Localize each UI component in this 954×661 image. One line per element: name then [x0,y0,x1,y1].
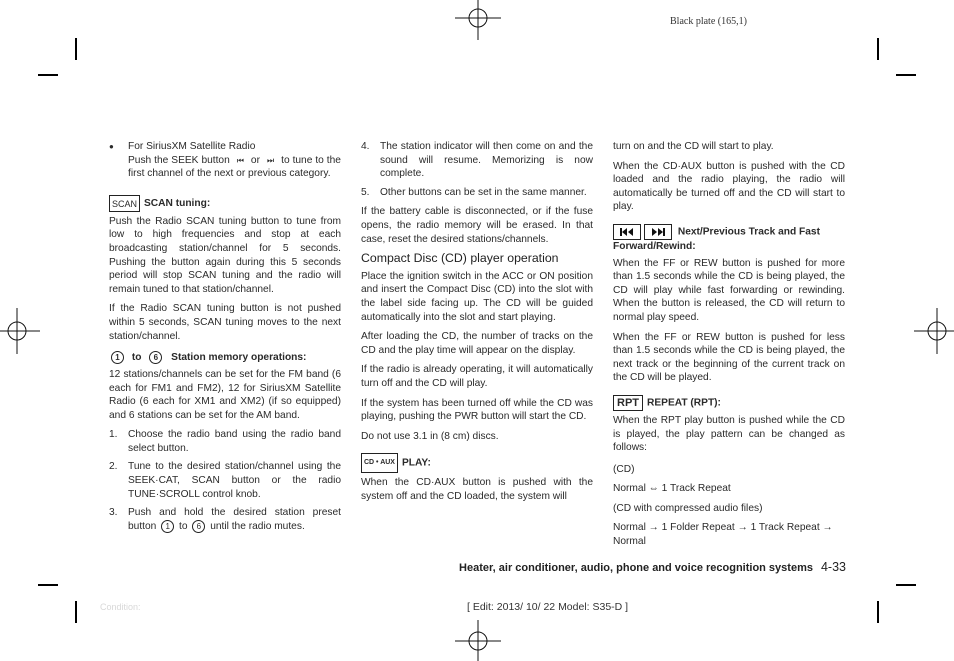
play-heading: CD • AUX PLAY: [361,453,593,473]
seek-back-icon: ⏮ [236,155,244,165]
crop-mark [75,601,77,623]
list-item: 4. The station indicator will then come on and the sound will resume. Memorizing is now complete. [361,141,593,180]
track-heading: Next/Previous Track and Fast Forward/Rewind: [613,224,845,254]
page-footer [459,560,846,574]
cd-paragraph-3: If the radio is already operating, it will automatically turn off and the CD will play. [361,364,593,389]
cd-paragraph-2: After loading the CD, the number of tracks on the CD and the play time will appear on the display. [361,331,593,356]
plate-label: Black plate (165,1) [670,16,747,27]
seek-paragraph: Push the SEEK button ⏮ or ⏭ to tune to the first channel of the next or previous category. [128,154,341,180]
memory-steps-continued [361,140,593,199]
bullet-item [109,140,341,187]
cd-section-heading: Compact Disc (CD) player operation [361,251,559,266]
list-item: 2. Tune to the desired station/channel using the SEEK·CAT, SCAN button or the radio TUNE·SCROLL control knob. [109,461,341,500]
crop-mark [75,38,77,60]
repeat-heading: RPT REPEAT (RPT): [613,395,845,411]
list-item: 5. Other buttons can be set in the same manner. [361,186,587,198]
preset-6-icon: 6 [192,520,205,533]
crop-mark [38,584,58,586]
crop-mark [896,584,916,586]
crop-mark [896,74,916,76]
play-paragraph-continued: turn on and the CD will start to play. [613,141,774,152]
registration-mark-top [455,0,501,40]
previous-track-icon [613,224,641,240]
preset-1-icon: 1 [161,520,174,533]
page-number: 4-33 [820,560,846,574]
track-paragraph-1: When the FF or REW button is pushed for more than 1.5 seconds while the CD is being played, the CD will play while fast forwarding or rewinding. When the button is released, the CD will return to normal play speed. [613,257,845,323]
preset-1-icon: 1 [111,351,124,364]
play-paragraph: When the CD·AUX button is pushed with the system off and the CD loaded, the system will [361,477,593,502]
cd-aux-button-icon: CD • AUX [361,453,398,473]
column-2 [361,140,593,509]
memory-heading: 1 to 6 Station memory operations: [109,351,341,365]
condition-label: Condition: [100,602,141,612]
scan-paragraph-2: If the Radio SCAN tuning button is not pushed within 5 seconds, SCAN tuning moves to the next station/channel. [109,303,341,342]
bullet-heading: For SiriusXM Satellite Radio [128,141,256,152]
crop-mark [877,38,879,60]
crop-mark [877,601,879,623]
column-3 [613,140,845,555]
cd-label: (CD) [613,463,635,475]
cd-aux-paragraph: When the CD·AUX button is pushed with the CD loaded and the radio playing, the radio will automatically be turned off and the CD will start to play. [613,160,845,213]
list-item: 3. Push and hold the desired station preset button 1 to 6 until the radio mutes. [109,507,341,533]
battery-paragraph: If the battery cable is disconnected, or if the fuse opens, the radio memory will be erased. In that case, reset the desired stations/channels. [361,206,593,245]
scan-button-icon: SCAN [109,195,140,212]
crop-mark [38,74,58,76]
section-title: Heater, air conditioner, audio, phone and voice recognition systems [459,562,813,574]
bullet-icon: ● [109,142,114,151]
compressed-repeat-sequence: Normal → 1 Folder Repeat → 1 Track Repeat → Normal [613,522,833,548]
memory-paragraph: 12 stations/channels can be set for the FM band (6 each for FM1 and FM2), 12 for SiriusXM Satellite Radio (6 each for XM1 and XM2) (if so equipped) and 6 stations can be set for the AM band. [109,368,341,421]
column-1 [109,140,341,540]
registration-mark-bottom [455,620,501,661]
edit-info: [ Edit: 2013/ 10/ 22 Model: S35-D ] [467,601,629,613]
cd-repeat-sequence: Normal ⇔ 1 Track Repeat [613,483,731,495]
cd-paragraph-4: If the system has been turned off while the CD was playing, pushing the PWR button will start the CD. [361,397,593,423]
scan-paragraph-1: Push the Radio SCAN tuning button to tune from low to high frequencies and stop at each broadcasting station/channel for 5 seconds. Pushing the button again during this 5 seconds period will stop SCAN tuning and the radio will remain tuned to that station/channel. [109,215,341,295]
compressed-label: (CD with compressed audio files) [613,502,763,514]
preset-6-icon: 6 [149,351,162,364]
registration-mark-right [914,308,954,354]
repeat-paragraph: When the RPT play button is pushed while the CD is played, the play pattern can be changed as follows: [613,414,845,454]
cd-paragraph-5: Do not use 3.1 in (8 cm) discs. [361,430,499,442]
scan-heading: SCAN SCAN tuning: [109,195,341,212]
list-item: 1. Choose the radio band using the radio band select button. [109,429,341,454]
next-track-icon [644,224,672,240]
registration-mark-left [0,308,40,354]
rpt-button-icon: RPT [613,395,643,411]
memory-steps [109,428,341,533]
seek-forward-icon: ⏭ [266,155,275,165]
track-paragraph-2: When the FF or REW button is pushed for less than 1.5 seconds while the CD is being played, the next track or the beginning of the current track on the CD will be played. [613,331,845,384]
cd-paragraph-1: Place the ignition switch in the ACC or ON position and insert the Compact Disc (CD) into the slot with the label side facing up. The CD will be guided automatically into the slot and start playing. [361,270,593,323]
